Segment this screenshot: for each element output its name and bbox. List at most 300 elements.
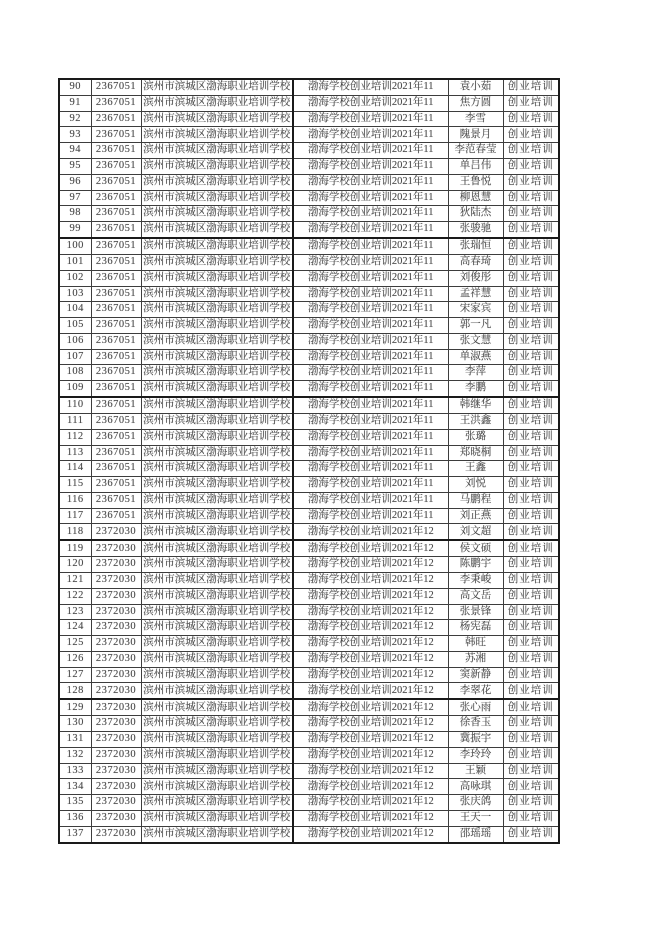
- table-row: [59, 524, 559, 540]
- type-cell: 创业培训: [503, 651, 559, 667]
- school-cell: 滨州市滨城区渤海职业培训学校: [141, 254, 293, 270]
- org-id-cell: 2372030: [91, 810, 141, 826]
- table-row: [59, 492, 559, 508]
- school-cell: 滨州市滨城区渤海职业培训学校: [141, 349, 293, 365]
- row-number-cell: 95: [59, 159, 91, 175]
- org-id-cell: 2367051: [91, 381, 141, 397]
- program-cell: 渤海学校创业培训2021年12: [293, 667, 448, 683]
- org-id-cell: 2367051: [91, 286, 141, 302]
- program-cell: 渤海学校创业培训2021年11: [293, 286, 448, 302]
- name-cell: 杨宪磊: [448, 620, 503, 636]
- type-cell: 创业培训: [503, 540, 559, 556]
- program-cell: 渤海学校创业培训2021年11: [293, 397, 448, 413]
- program-cell: 渤海学校创业培训2021年12: [293, 588, 448, 604]
- org-id-cell: 2372030: [91, 747, 141, 763]
- org-id-cell: 2367051: [91, 397, 141, 413]
- table-row: [59, 286, 559, 302]
- program-cell: 渤海学校创业培训2021年12: [293, 716, 448, 732]
- type-cell: 创业培训: [503, 683, 559, 699]
- school-cell: 滨州市滨城区渤海职业培训学校: [141, 429, 293, 445]
- table-row: [59, 365, 559, 381]
- type-cell: 创业培训: [503, 111, 559, 127]
- table-row: [59, 159, 559, 175]
- school-cell: 滨州市滨城区渤海职业培训学校: [141, 143, 293, 159]
- program-cell: 渤海学校创业培训2021年11: [293, 174, 448, 190]
- org-id-cell: 2367051: [91, 238, 141, 254]
- school-cell: 滨州市滨城区渤海职业培训学校: [141, 159, 293, 175]
- name-cell: 李鹏: [448, 381, 503, 397]
- program-cell: 渤海学校创业培训2021年11: [293, 143, 448, 159]
- roster-tbody: [59, 79, 559, 843]
- table-row: [59, 604, 559, 620]
- row-number-cell: 131: [59, 732, 91, 748]
- name-cell: 高咏琪: [448, 779, 503, 795]
- org-id-cell: 2367051: [91, 492, 141, 508]
- type-cell: 创业培训: [503, 302, 559, 318]
- type-cell: 创业培训: [503, 333, 559, 349]
- table-row: [59, 397, 559, 413]
- org-id-cell: 2367051: [91, 477, 141, 493]
- type-cell: 创业培训: [503, 159, 559, 175]
- school-cell: 滨州市滨城区渤海职业培训学校: [141, 620, 293, 636]
- table-row: [59, 779, 559, 795]
- org-id-cell: 2367051: [91, 445, 141, 461]
- program-cell: 渤海学校创业培训2021年12: [293, 826, 448, 843]
- type-cell: 创业培训: [503, 286, 559, 302]
- table-row: [59, 190, 559, 206]
- program-cell: 渤海学校创业培训2021年12: [293, 557, 448, 573]
- type-cell: 创业培训: [503, 254, 559, 270]
- school-cell: 滨州市滨城区渤海职业培训学校: [141, 492, 293, 508]
- org-id-cell: 2372030: [91, 716, 141, 732]
- name-cell: 王鑫: [448, 461, 503, 477]
- table-row: [59, 349, 559, 365]
- row-number-cell: 114: [59, 461, 91, 477]
- org-id-cell: 2372030: [91, 573, 141, 589]
- name-cell: 韩继华: [448, 397, 503, 413]
- row-number-cell: 106: [59, 333, 91, 349]
- table-row: [59, 540, 559, 556]
- program-cell: 渤海学校创业培训2021年11: [293, 333, 448, 349]
- name-cell: 单吕伟: [448, 159, 503, 175]
- name-cell: 焦方圆: [448, 95, 503, 111]
- org-id-cell: 2372030: [91, 763, 141, 779]
- table-row: [59, 206, 559, 222]
- name-cell: 侯文硕: [448, 540, 503, 556]
- table-row: [59, 445, 559, 461]
- row-number-cell: 110: [59, 397, 91, 413]
- type-cell: 创业培训: [503, 206, 559, 222]
- row-number-cell: 99: [59, 222, 91, 238]
- name-cell: 刘悦: [448, 477, 503, 493]
- org-id-cell: 2367051: [91, 508, 141, 524]
- program-cell: 渤海学校创业培训2021年11: [293, 270, 448, 286]
- table-row: [59, 683, 559, 699]
- name-cell: 徐香玉: [448, 716, 503, 732]
- type-cell: 创业培训: [503, 492, 559, 508]
- program-cell: 渤海学校创业培训2021年12: [293, 683, 448, 699]
- table-row: [59, 429, 559, 445]
- type-cell: 创业培训: [503, 222, 559, 238]
- row-number-cell: 122: [59, 588, 91, 604]
- school-cell: 滨州市滨城区渤海职业培训学校: [141, 716, 293, 732]
- program-cell: 渤海学校创业培训2021年12: [293, 699, 448, 715]
- program-cell: 渤海学校创业培训2021年11: [293, 349, 448, 365]
- type-cell: 创业培训: [503, 699, 559, 715]
- org-id-cell: 2367051: [91, 206, 141, 222]
- program-cell: 渤海学校创业培训2021年12: [293, 573, 448, 589]
- name-cell: 王天一: [448, 810, 503, 826]
- org-id-cell: 2367051: [91, 222, 141, 238]
- row-number-cell: 133: [59, 763, 91, 779]
- type-cell: 创业培训: [503, 238, 559, 254]
- org-id-cell: 2367051: [91, 127, 141, 143]
- program-cell: 渤海学校创业培训2021年11: [293, 477, 448, 493]
- type-cell: 创业培训: [503, 747, 559, 763]
- name-cell: 郑晓桐: [448, 445, 503, 461]
- school-cell: 滨州市滨城区渤海职业培训学校: [141, 381, 293, 397]
- name-cell: 宋家宾: [448, 302, 503, 318]
- school-cell: 滨州市滨城区渤海职业培训学校: [141, 795, 293, 811]
- school-cell: 滨州市滨城区渤海职业培训学校: [141, 302, 293, 318]
- row-number-cell: 93: [59, 127, 91, 143]
- type-cell: 创业培训: [503, 461, 559, 477]
- program-cell: 渤海学校创业培训2021年12: [293, 636, 448, 652]
- program-cell: 渤海学校创业培训2021年12: [293, 795, 448, 811]
- school-cell: 滨州市滨城区渤海职业培训学校: [141, 445, 293, 461]
- table-row: [59, 318, 559, 334]
- table-row: [59, 127, 559, 143]
- org-id-cell: 2367051: [91, 365, 141, 381]
- school-cell: 滨州市滨城区渤海职业培训学校: [141, 190, 293, 206]
- row-number-cell: 113: [59, 445, 91, 461]
- row-number-cell: 128: [59, 683, 91, 699]
- name-cell: 邵瑶瑶: [448, 826, 503, 843]
- org-id-cell: 2367051: [91, 414, 141, 430]
- program-cell: 渤海学校创业培训2021年11: [293, 381, 448, 397]
- org-id-cell: 2372030: [91, 588, 141, 604]
- type-cell: 创业培训: [503, 557, 559, 573]
- name-cell: 王颖: [448, 763, 503, 779]
- name-cell: 刘文超: [448, 524, 503, 540]
- school-cell: 滨州市滨城区渤海职业培训学校: [141, 206, 293, 222]
- school-cell: 滨州市滨城区渤海职业培训学校: [141, 95, 293, 111]
- type-cell: 创业培训: [503, 763, 559, 779]
- school-cell: 滨州市滨城区渤海职业培训学校: [141, 174, 293, 190]
- row-number-cell: 102: [59, 270, 91, 286]
- type-cell: 创业培训: [503, 779, 559, 795]
- school-cell: 滨州市滨城区渤海职业培训学校: [141, 397, 293, 413]
- type-cell: 创业培训: [503, 524, 559, 540]
- row-number-cell: 130: [59, 716, 91, 732]
- org-id-cell: 2367051: [91, 190, 141, 206]
- school-cell: 滨州市滨城区渤海职业培训学校: [141, 683, 293, 699]
- row-number-cell: 125: [59, 636, 91, 652]
- table-row: [59, 270, 559, 286]
- row-number-cell: 101: [59, 254, 91, 270]
- table-row: [59, 732, 559, 748]
- type-cell: 创业培训: [503, 795, 559, 811]
- row-number-cell: 96: [59, 174, 91, 190]
- name-cell: 张璐: [448, 429, 503, 445]
- row-number-cell: 126: [59, 651, 91, 667]
- program-cell: 渤海学校创业培训2021年12: [293, 524, 448, 540]
- program-cell: 渤海学校创业培训2021年11: [293, 238, 448, 254]
- school-cell: 滨州市滨城区渤海职业培训学校: [141, 477, 293, 493]
- org-id-cell: 2372030: [91, 636, 141, 652]
- table-row: [59, 461, 559, 477]
- name-cell: 窦新静: [448, 667, 503, 683]
- school-cell: 滨州市滨城区渤海职业培训学校: [141, 270, 293, 286]
- program-cell: 渤海学校创业培训2021年12: [293, 604, 448, 620]
- name-cell: 张心雨: [448, 699, 503, 715]
- program-cell: 渤海学校创业培训2021年11: [293, 492, 448, 508]
- name-cell: 单淑燕: [448, 349, 503, 365]
- name-cell: 李秉峻: [448, 573, 503, 589]
- school-cell: 滨州市滨城区渤海职业培训学校: [141, 286, 293, 302]
- row-number-cell: 108: [59, 365, 91, 381]
- type-cell: 创业培训: [503, 636, 559, 652]
- row-number-cell: 91: [59, 95, 91, 111]
- name-cell: 王洪鑫: [448, 414, 503, 430]
- org-id-cell: 2372030: [91, 667, 141, 683]
- school-cell: 滨州市滨城区渤海职业培训学校: [141, 333, 293, 349]
- program-cell: 渤海学校创业培训2021年11: [293, 79, 448, 95]
- program-cell: 渤海学校创业培训2021年11: [293, 318, 448, 334]
- school-cell: 滨州市滨城区渤海职业培训学校: [141, 127, 293, 143]
- program-cell: 渤海学校创业培训2021年12: [293, 651, 448, 667]
- org-id-cell: 2372030: [91, 683, 141, 699]
- type-cell: 创业培训: [503, 365, 559, 381]
- name-cell: 李雪: [448, 111, 503, 127]
- row-number-cell: 117: [59, 508, 91, 524]
- name-cell: 马鹏程: [448, 492, 503, 508]
- org-id-cell: 2367051: [91, 461, 141, 477]
- name-cell: 张瑞恒: [448, 238, 503, 254]
- row-number-cell: 134: [59, 779, 91, 795]
- table-row: [59, 79, 559, 95]
- table-row: [59, 826, 559, 843]
- org-id-cell: 2372030: [91, 620, 141, 636]
- school-cell: 滨州市滨城区渤海职业培训学校: [141, 461, 293, 477]
- row-number-cell: 121: [59, 573, 91, 589]
- school-cell: 滨州市滨城区渤海职业培训学校: [141, 747, 293, 763]
- type-cell: 创业培训: [503, 588, 559, 604]
- type-cell: 创业培训: [503, 127, 559, 143]
- program-cell: 渤海学校创业培训2021年11: [293, 95, 448, 111]
- table-row: [59, 508, 559, 524]
- row-number-cell: 92: [59, 111, 91, 127]
- program-cell: 渤海学校创业培训2021年11: [293, 429, 448, 445]
- name-cell: 李玲玲: [448, 747, 503, 763]
- name-cell: 高春琦: [448, 254, 503, 270]
- org-id-cell: 2367051: [91, 143, 141, 159]
- org-id-cell: 2372030: [91, 540, 141, 556]
- type-cell: 创业培训: [503, 826, 559, 843]
- table-row: [59, 254, 559, 270]
- program-cell: 渤海学校创业培训2021年11: [293, 254, 448, 270]
- school-cell: 滨州市滨城区渤海职业培训学校: [141, 699, 293, 715]
- type-cell: 创业培训: [503, 143, 559, 159]
- program-cell: 渤海学校创业培训2021年12: [293, 540, 448, 556]
- program-cell: 渤海学校创业培训2021年11: [293, 190, 448, 206]
- org-id-cell: 2367051: [91, 174, 141, 190]
- org-id-cell: 2372030: [91, 651, 141, 667]
- program-cell: 渤海学校创业培训2021年12: [293, 747, 448, 763]
- row-number-cell: 100: [59, 238, 91, 254]
- school-cell: 滨州市滨城区渤海职业培训学校: [141, 636, 293, 652]
- type-cell: 创业培训: [503, 270, 559, 286]
- type-cell: 创业培训: [503, 318, 559, 334]
- school-cell: 滨州市滨城区渤海职业培训学校: [141, 573, 293, 589]
- program-cell: 渤海学校创业培训2021年12: [293, 763, 448, 779]
- org-id-cell: 2367051: [91, 254, 141, 270]
- school-cell: 滨州市滨城区渤海职业培训学校: [141, 732, 293, 748]
- row-number-cell: 115: [59, 477, 91, 493]
- school-cell: 滨州市滨城区渤海职业培训学校: [141, 508, 293, 524]
- org-id-cell: 2367051: [91, 349, 141, 365]
- row-number-cell: 112: [59, 429, 91, 445]
- row-number-cell: 97: [59, 190, 91, 206]
- org-id-cell: 2372030: [91, 779, 141, 795]
- row-number-cell: 118: [59, 524, 91, 540]
- row-number-cell: 123: [59, 604, 91, 620]
- school-cell: 滨州市滨城区渤海职业培训学校: [141, 826, 293, 843]
- org-id-cell: 2372030: [91, 604, 141, 620]
- training-roster-table: [58, 78, 560, 844]
- type-cell: 创业培训: [503, 445, 559, 461]
- row-number-cell: 129: [59, 699, 91, 715]
- type-cell: 创业培训: [503, 573, 559, 589]
- name-cell: 李范春莹: [448, 143, 503, 159]
- org-id-cell: 2367051: [91, 270, 141, 286]
- org-id-cell: 2372030: [91, 524, 141, 540]
- name-cell: 柳恩慧: [448, 190, 503, 206]
- table-row: [59, 573, 559, 589]
- row-number-cell: 111: [59, 414, 91, 430]
- row-number-cell: 94: [59, 143, 91, 159]
- school-cell: 滨州市滨城区渤海职业培训学校: [141, 810, 293, 826]
- name-cell: 张文慧: [448, 333, 503, 349]
- program-cell: 渤海学校创业培训2021年11: [293, 302, 448, 318]
- school-cell: 滨州市滨城区渤海职业培训学校: [141, 414, 293, 430]
- table-row: [59, 667, 559, 683]
- program-cell: 渤海学校创业培训2021年11: [293, 127, 448, 143]
- type-cell: 创业培训: [503, 174, 559, 190]
- type-cell: 创业培训: [503, 381, 559, 397]
- row-number-cell: 135: [59, 795, 91, 811]
- program-cell: 渤海学校创业培训2021年11: [293, 508, 448, 524]
- program-cell: 渤海学校创业培训2021年12: [293, 779, 448, 795]
- program-cell: 渤海学校创业培训2021年12: [293, 620, 448, 636]
- table-row: [59, 333, 559, 349]
- org-id-cell: 2367051: [91, 111, 141, 127]
- school-cell: 滨州市滨城区渤海职业培训学校: [141, 365, 293, 381]
- table-row: [59, 95, 559, 111]
- school-cell: 滨州市滨城区渤海职业培训学校: [141, 79, 293, 95]
- type-cell: 创业培训: [503, 349, 559, 365]
- type-cell: 创业培训: [503, 716, 559, 732]
- program-cell: 渤海学校创业培训2021年11: [293, 461, 448, 477]
- program-cell: 渤海学校创业培训2021年11: [293, 159, 448, 175]
- type-cell: 创业培训: [503, 429, 559, 445]
- type-cell: 创业培训: [503, 95, 559, 111]
- program-cell: 渤海学校创业培训2021年11: [293, 206, 448, 222]
- school-cell: 滨州市滨城区渤海职业培训学校: [141, 651, 293, 667]
- org-id-cell: 2367051: [91, 159, 141, 175]
- name-cell: 李萍: [448, 365, 503, 381]
- name-cell: 张庆鸽: [448, 795, 503, 811]
- table-row: [59, 557, 559, 573]
- table-row: [59, 238, 559, 254]
- row-number-cell: 127: [59, 667, 91, 683]
- table-row: [59, 174, 559, 190]
- name-cell: 苏湘: [448, 651, 503, 667]
- table-row: [59, 716, 559, 732]
- table-row: [59, 636, 559, 652]
- table-row: [59, 222, 559, 238]
- table-row: [59, 477, 559, 493]
- type-cell: 创业培训: [503, 477, 559, 493]
- row-number-cell: 132: [59, 747, 91, 763]
- table-row: [59, 143, 559, 159]
- school-cell: 滨州市滨城区渤海职业培训学校: [141, 557, 293, 573]
- program-cell: 渤海学校创业培训2021年11: [293, 414, 448, 430]
- row-number-cell: 124: [59, 620, 91, 636]
- school-cell: 滨州市滨城区渤海职业培训学校: [141, 588, 293, 604]
- org-id-cell: 2367051: [91, 333, 141, 349]
- name-cell: 郭一凡: [448, 318, 503, 334]
- program-cell: 渤海学校创业培训2021年11: [293, 111, 448, 127]
- row-number-cell: 109: [59, 381, 91, 397]
- school-cell: 滨州市滨城区渤海职业培训学校: [141, 763, 293, 779]
- table-row: [59, 414, 559, 430]
- table-row: [59, 588, 559, 604]
- org-id-cell: 2367051: [91, 429, 141, 445]
- row-number-cell: 105: [59, 318, 91, 334]
- table-row: [59, 651, 559, 667]
- type-cell: 创业培训: [503, 620, 559, 636]
- table-row: [59, 302, 559, 318]
- table-row: [59, 747, 559, 763]
- name-cell: 李翠花: [448, 683, 503, 699]
- school-cell: 滨州市滨城区渤海职业培训学校: [141, 111, 293, 127]
- type-cell: 创业培训: [503, 508, 559, 524]
- name-cell: 隗景月: [448, 127, 503, 143]
- program-cell: 渤海学校创业培训2021年11: [293, 222, 448, 238]
- program-cell: 渤海学校创业培训2021年12: [293, 810, 448, 826]
- row-number-cell: 90: [59, 79, 91, 95]
- row-number-cell: 136: [59, 810, 91, 826]
- program-cell: 渤海学校创业培训2021年12: [293, 732, 448, 748]
- row-number-cell: 104: [59, 302, 91, 318]
- org-id-cell: 2372030: [91, 557, 141, 573]
- name-cell: 狄陆杰: [448, 206, 503, 222]
- org-id-cell: 2372030: [91, 795, 141, 811]
- name-cell: 张骏驰: [448, 222, 503, 238]
- type-cell: 创业培训: [503, 190, 559, 206]
- name-cell: 冀振宇: [448, 732, 503, 748]
- type-cell: 创业培训: [503, 810, 559, 826]
- org-id-cell: 2372030: [91, 699, 141, 715]
- school-cell: 滨州市滨城区渤海职业培训学校: [141, 238, 293, 254]
- name-cell: 张景锋: [448, 604, 503, 620]
- table-row: [59, 763, 559, 779]
- row-number-cell: 120: [59, 557, 91, 573]
- table-row: [59, 620, 559, 636]
- name-cell: 刘正燕: [448, 508, 503, 524]
- table-row: [59, 381, 559, 397]
